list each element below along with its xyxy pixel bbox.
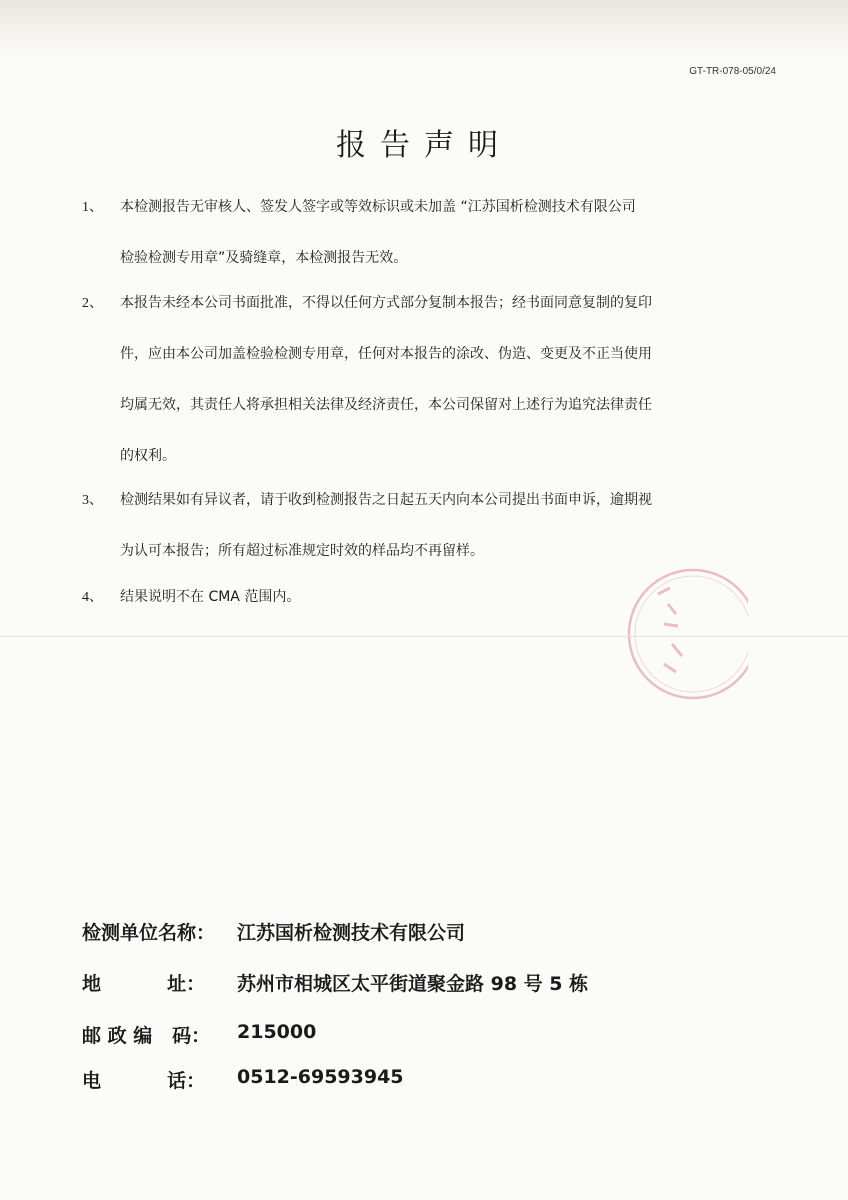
address-value: 苏州市相城区太平街道聚金路 98 号 5 栋	[237, 973, 589, 995]
unit-value: 江苏国析检测技术有限公司	[237, 922, 466, 944]
clause-text	[120, 182, 780, 284]
clause-number: 2、	[82, 296, 103, 311]
info-row-postcode	[82, 1021, 762, 1061]
clause-line: 结果说明不在 CMA 范围内。	[120, 589, 301, 605]
company-seal-stamp	[598, 564, 748, 714]
clause-line: 检测结果如有异议者，请于收到检测报告之日起五天内向本公司提出书面申诉，逾期视	[120, 492, 652, 508]
postcode-value: 215000	[237, 1021, 317, 1043]
info-row-unit	[82, 918, 762, 958]
address-label: 地 址：	[82, 973, 206, 995]
clause-number: 1、	[82, 200, 103, 215]
info-row-phone	[82, 1066, 762, 1106]
scan-artifact-line	[0, 636, 848, 637]
phone-value: 0512-69593945	[237, 1066, 404, 1088]
clause-line: 为认可本报告；所有超过标准规定时效的样品均不再留样。	[120, 543, 484, 559]
document-code: GT-TR-078-05/0/24	[689, 66, 776, 77]
unit-label: 检测单位名称：	[82, 922, 216, 944]
clause-text	[120, 278, 780, 482]
clause-line: 本检测报告无审核人、签发人签字或等效标识或未加盖 “江苏国析检测技术有限公司	[120, 199, 636, 215]
clause-line: 检验检测专用章”及骑缝章，本检测报告无效。	[120, 250, 408, 266]
page-title: 报告声明	[336, 128, 512, 163]
info-row-address	[82, 969, 762, 1009]
clause-line: 件，应由本公司加盖检验检测专用章，任何对本报告的涂改、伪造、变更及不正当使用	[120, 346, 652, 362]
clause-number: 4、	[82, 590, 103, 605]
scan-top-band	[0, 0, 848, 56]
phone-label: 电 话：	[82, 1070, 206, 1092]
postcode-label: 邮 政 编 码：	[82, 1025, 211, 1047]
clause-number: 3、	[82, 493, 103, 508]
clause-text	[120, 475, 780, 577]
clause-line: 均属无效，其责任人将承担相关法律及经济责任，本公司保留对上述行为追究法律责任	[120, 397, 652, 413]
clause-line: 本报告未经本公司书面批准，不得以任何方式部分复制本报告；经书面同意复制的复印	[120, 295, 652, 311]
clause-line: 的权利。	[120, 448, 176, 464]
